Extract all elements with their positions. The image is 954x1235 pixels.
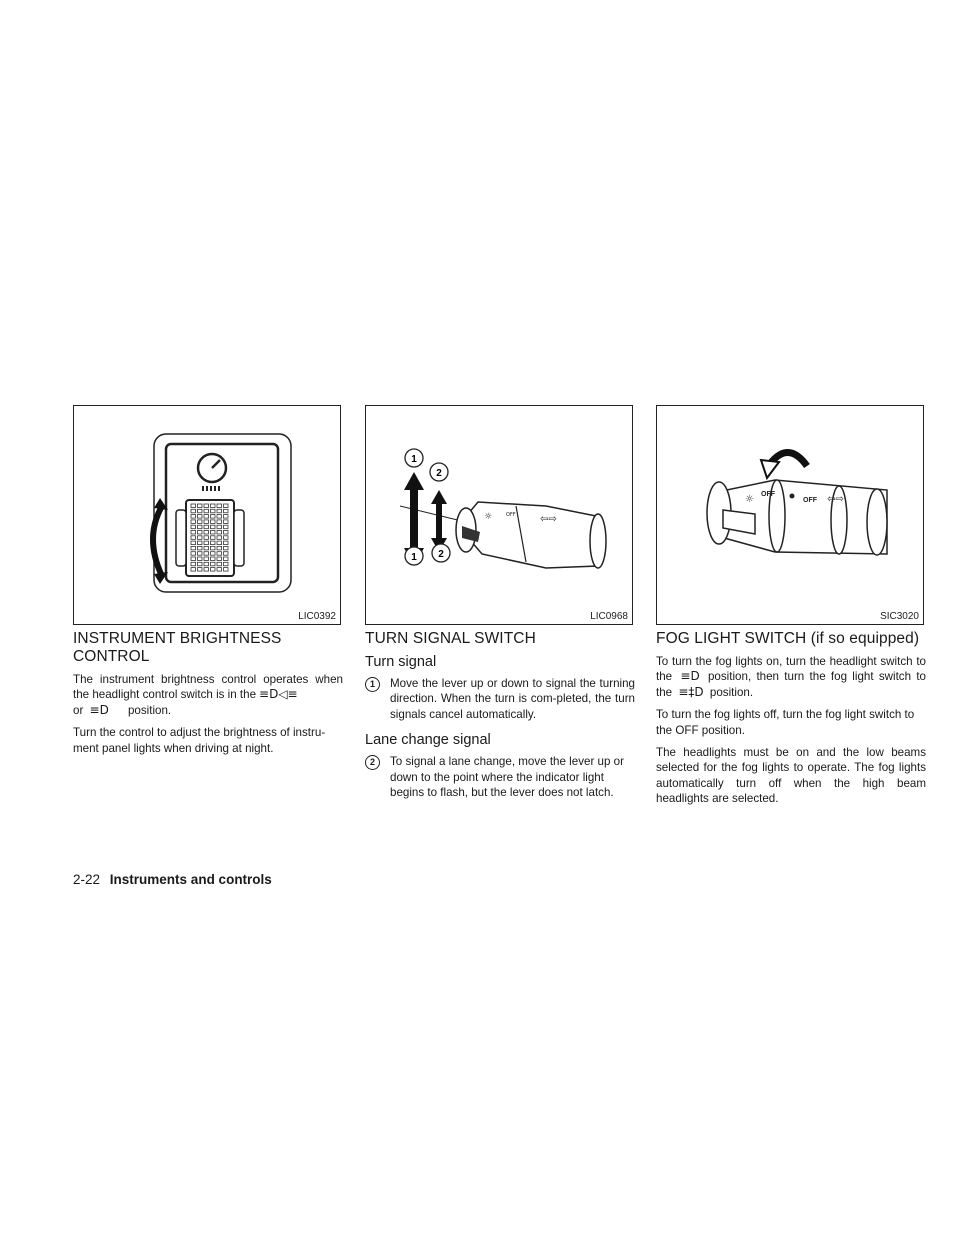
fog-light-icon: ≡‡D: [678, 684, 704, 699]
section-heading: TURN SIGNAL SWITCH: [365, 630, 536, 647]
figure-brightness-control: [73, 405, 341, 625]
column-instrument-brightness: [73, 405, 343, 763]
subheading-lane-change: Lane change signal: [365, 732, 491, 749]
item-text: To signal a lane change, move the lever up or down to the point where the indicator light begins to flash, but the lever does not latch.: [390, 755, 624, 800]
headlight-low-beam-icon: ≡D: [680, 669, 700, 684]
numbered-item-1: [365, 676, 635, 722]
column-turn-signal: [365, 405, 635, 807]
figure-label-1-top: 1: [411, 454, 417, 465]
svg-text:☼: ☼: [745, 494, 754, 505]
svg-text:⇦⇨: ⇦⇨: [827, 494, 844, 505]
number-badge: 2: [365, 755, 380, 770]
fog-light-illustration: [657, 406, 925, 626]
paragraph-text: or: [73, 703, 84, 717]
page-footer: [73, 872, 272, 887]
svg-text:☼: ☼: [484, 512, 493, 522]
figure-label-2-bottom: 2: [438, 549, 444, 560]
item-text: Move the lever up or down to signal the turning direction. When the turn is com-pleted, the turn signals cancel automatically.: [390, 677, 635, 721]
paragraph-text: To turn the fog lights on, turn the headlight switch to the: [656, 655, 926, 684]
figure-turn-signal-lever: [365, 405, 633, 625]
paragraph: The headlights must be on and the low beams selected for the fog lights to operate. The fog lights automatically turn off when the high beam headlights are selected.: [656, 746, 926, 806]
section-title: Instruments and controls: [109, 872, 272, 887]
figure-code: LIC0968: [590, 611, 628, 622]
figure-label-off-1: OFF: [761, 491, 775, 498]
figure-label-off: OFF: [506, 512, 516, 518]
turn-signal-illustration: [366, 406, 634, 626]
paragraph-text: position, then turn the fog light switch to the: [656, 670, 926, 699]
paragraph: Turn the control to adjust the brightness of instru-ment panel lights when driving at night.: [73, 726, 326, 755]
paragraph-text: position.: [127, 703, 172, 717]
paragraph: [656, 654, 926, 700]
paragraph: [73, 672, 343, 718]
subheading-turn-signal: Turn signal: [365, 654, 437, 670]
brightness-control-illustration: [74, 406, 342, 626]
paragraph-text: The instrument brightness control operates when the headlight control switch is in the: [73, 673, 343, 702]
figure-code: LIC0392: [298, 611, 336, 622]
section-heading: FOG LIGHT SWITCH (if so equipped): [656, 630, 920, 647]
figure-fog-light-switch: [656, 405, 924, 625]
numbered-item-2: [365, 754, 635, 800]
figure-label-off-2: OFF: [803, 497, 817, 504]
headlight-low-beam-icon: ≡D: [89, 702, 109, 717]
section-heading: INSTRUMENT BRIGHTNESS CONTROL: [73, 630, 282, 665]
figure-label-1-bottom: 1: [411, 552, 417, 563]
figure-label-2-top: 2: [436, 468, 442, 479]
figure-code: SIC3020: [880, 611, 919, 622]
paragraph-text: position.: [709, 685, 754, 699]
column-fog-light: [656, 405, 926, 814]
svg-text:⇦⇨: ⇦⇨: [540, 514, 557, 525]
headlight-parking-symbol-icon: ≡D◁≡: [259, 687, 298, 702]
number-badge: 1: [365, 677, 380, 692]
page-number: 2-22: [73, 872, 101, 887]
paragraph: To turn the fog lights off, turn the fog light switch to the OFF position.: [656, 708, 915, 737]
